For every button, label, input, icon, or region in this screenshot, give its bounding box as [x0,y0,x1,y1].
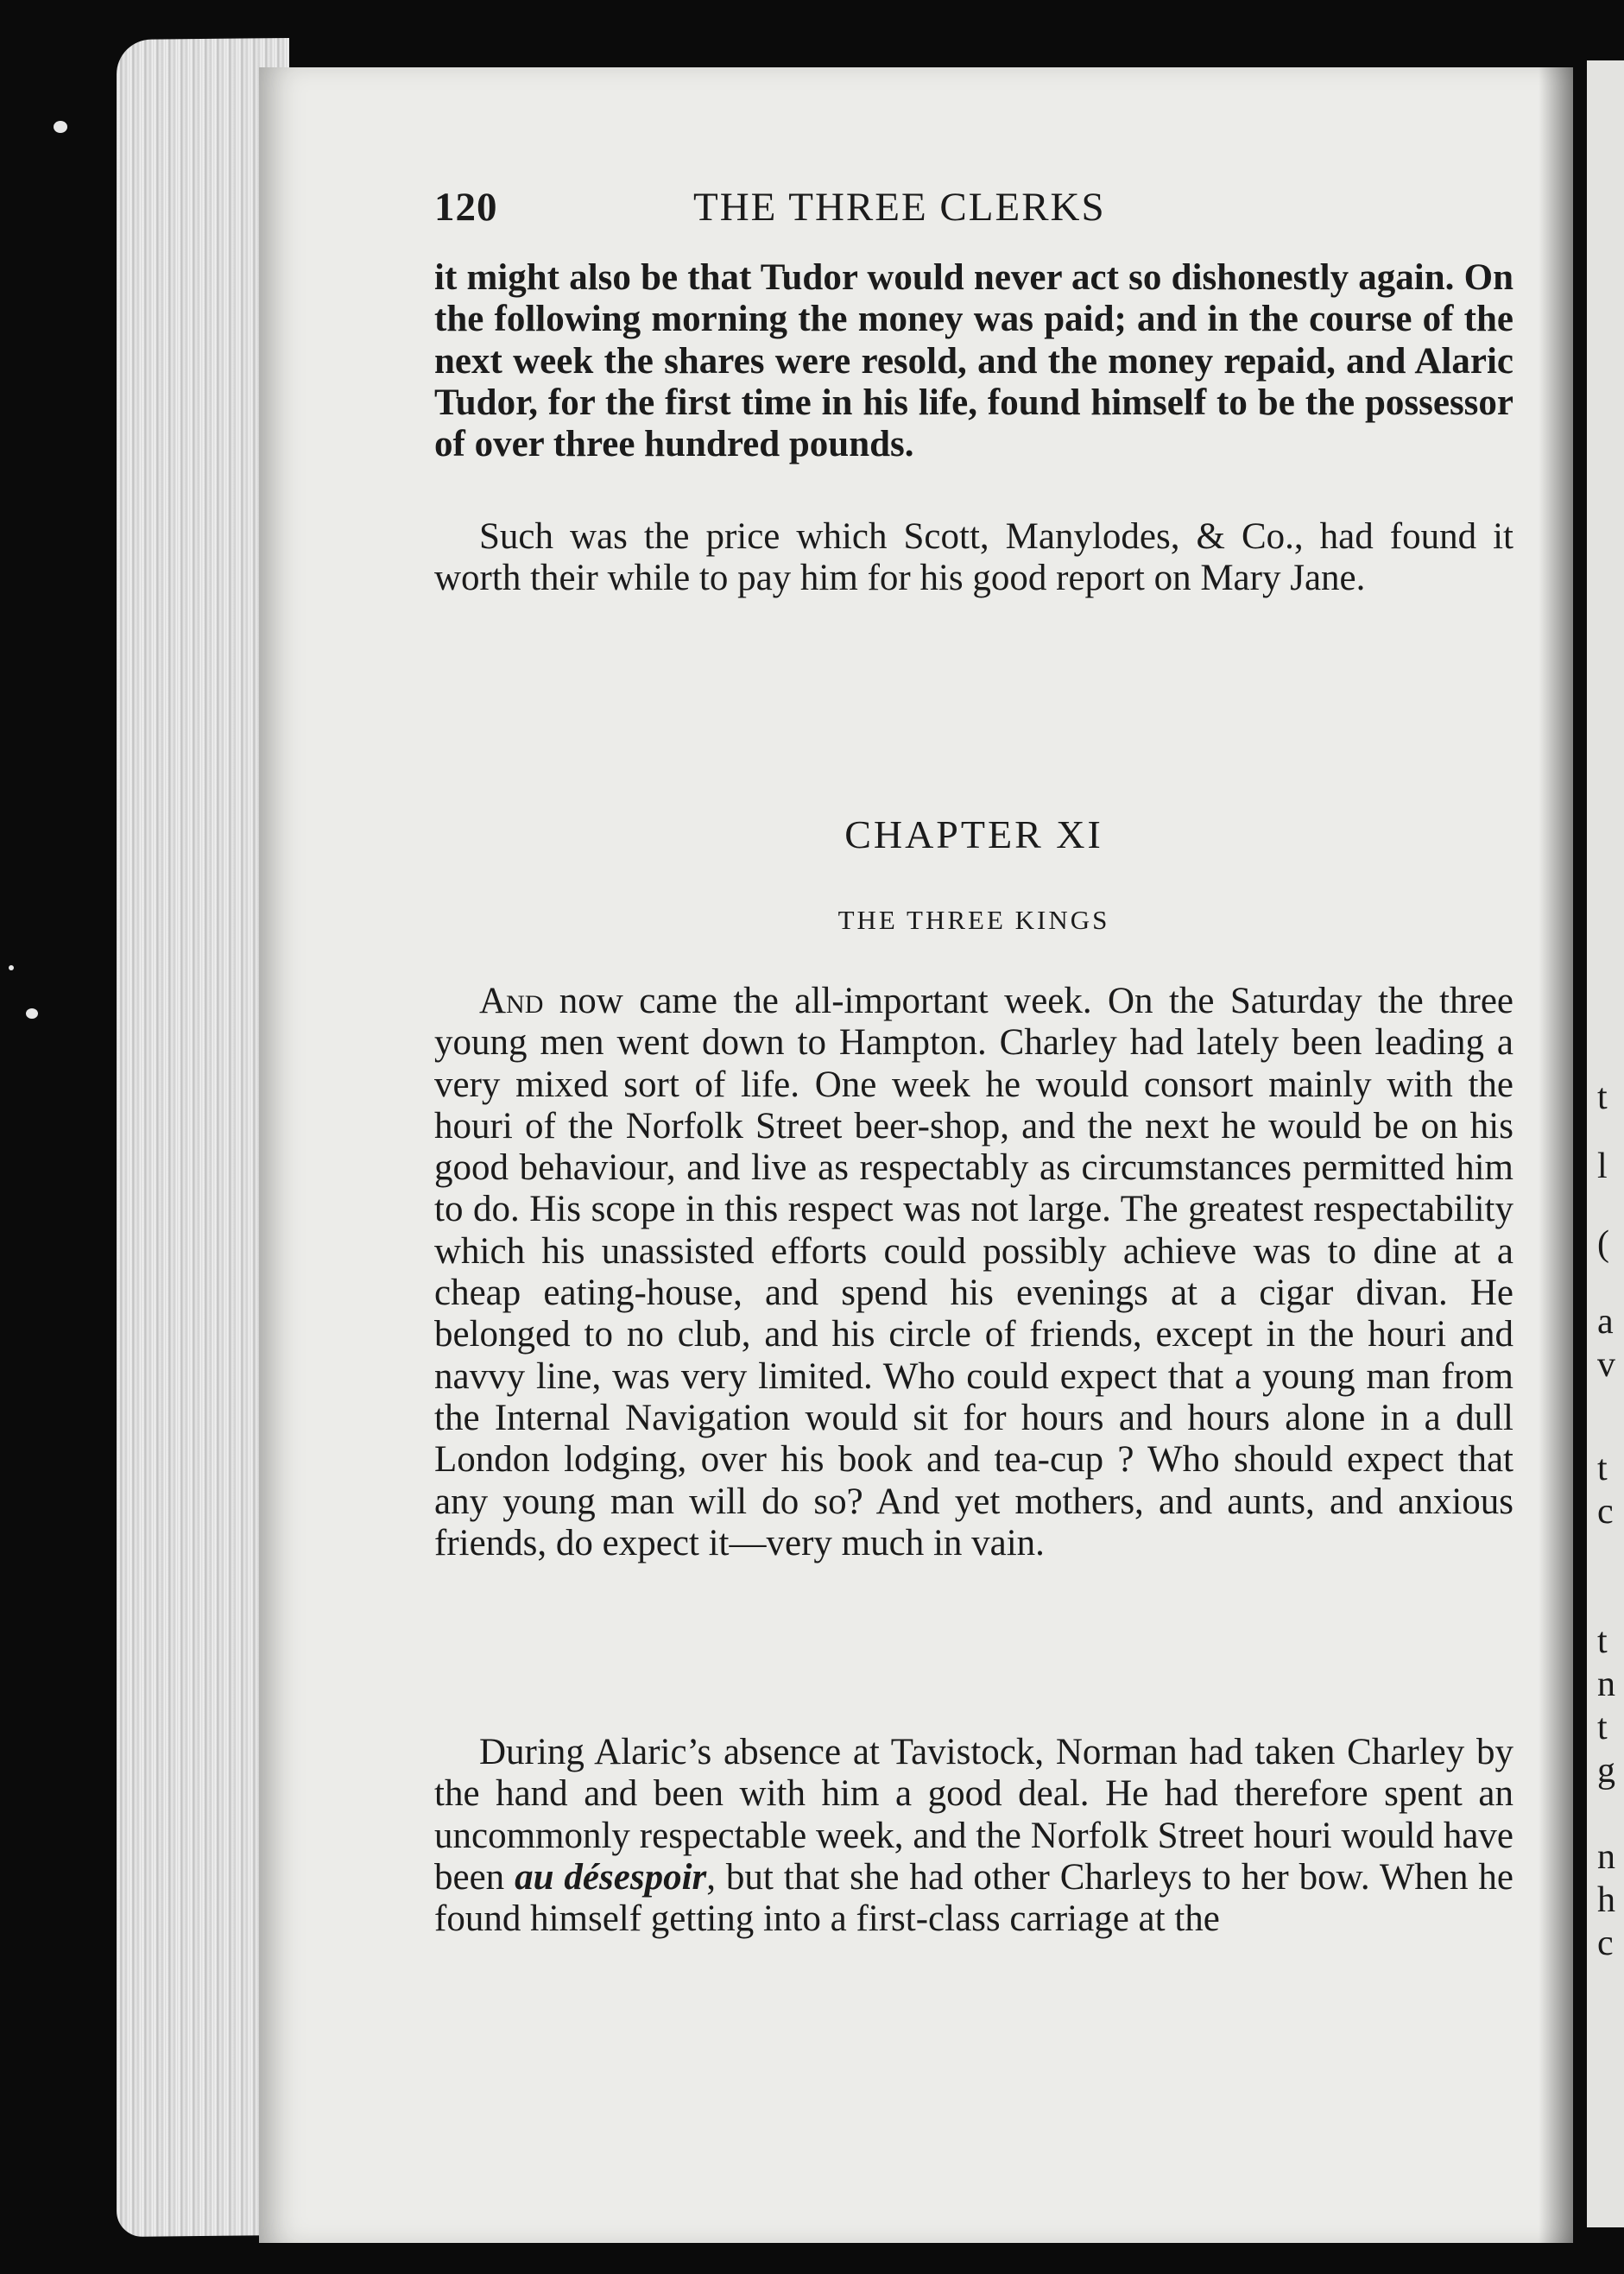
fragment-letter: a [1597,1302,1614,1342]
chapter-opening-paragraph [434,981,1513,1564]
fragment-letter: v [1597,1345,1615,1385]
fragment-letter: n [1597,1664,1615,1704]
gutter-shadow [1539,67,1573,2243]
fragment-letter: t [1597,1077,1608,1117]
chapter-heading: CHAPTER XI [844,812,1103,856]
paragraph-text: , but that she had other Charleys to her bow. When he found himself getting into a first-class carriage at the [434,1856,1513,1940]
foreign-phrase: au désespoir [515,1856,707,1898]
dust-speck [26,1008,38,1019]
dust-speck [54,121,67,133]
opening-word: And [479,981,544,1021]
fragment-letter: l [1597,1146,1608,1186]
fragment-letter: n [1597,1837,1615,1877]
paragraph-continuation: it might also be that Tudor would never act so dishonestly again. On the following morning the money was paid; and in the course of the next week the shares were resold, and the money repaid, and Alaric Tudor, for the first time in his life, found himself to be the possessor of over three hundred pounds. [434,257,1513,465]
chapter-subtitle: THE THREE KINGS [837,905,1110,935]
fragment-letter: g [1597,1751,1615,1791]
paragraph-text: now came the all-important week. On the Saturday the three young men went down to Hampton. Charley had lately been leading a very mixed sort of life. One week he would consort mainly with the houri of the Norfolk Street beer-shop, and the next he would be on his good behaviour, and live as respectably as circumstances permitted him to do. His scope in this respect was not large. The greatest respectability which his unassisted efforts could possibly achieve was to dine at a cheap eating-house, and spend his evenings at a cigar divan. He belonged to no club, and his circle of friends, except in the houri and navvy line, was very limited. Who could expect that a young man from the Internal Navigation would sit for hours and hours alone in a dull London lodging, over his book and tea-cup ? Who should expect that any young man will do so? And yet mothers, and aunts, and anxious friends, do expect it—very much in vain. [434,981,1513,1563]
fragment-letter: ( [1597,1224,1609,1264]
fragment-letter: c [1597,1492,1614,1532]
paragraph-text: During Alaric’s absence at Tavistock, Norman had taken Charley by the hand and been with him a good deal. He had therefore spent an uncommonly respectable week, and the Norfolk Street houri would have been [434,1732,1513,1898]
page-number: 120 [434,185,498,230]
running-head [434,184,1513,232]
book-title: THE THREE CLERKS [693,185,1106,230]
fragment-letter: t [1597,1708,1608,1747]
paragraph: Such was the price which Scott, Manylodes, & Co., had found it worth their while to pay him for his good report on Mary Jane. [434,516,1513,599]
fragment-letter: c [1597,1923,1614,1963]
facing-page-fragments [1597,0,1624,2274]
fragment-letter: t [1597,1621,1608,1661]
fragment-letter: h [1597,1880,1615,1920]
dust-speck [9,965,14,970]
fragment-letter: t [1597,1449,1608,1488]
paragraph [434,1732,1513,1940]
